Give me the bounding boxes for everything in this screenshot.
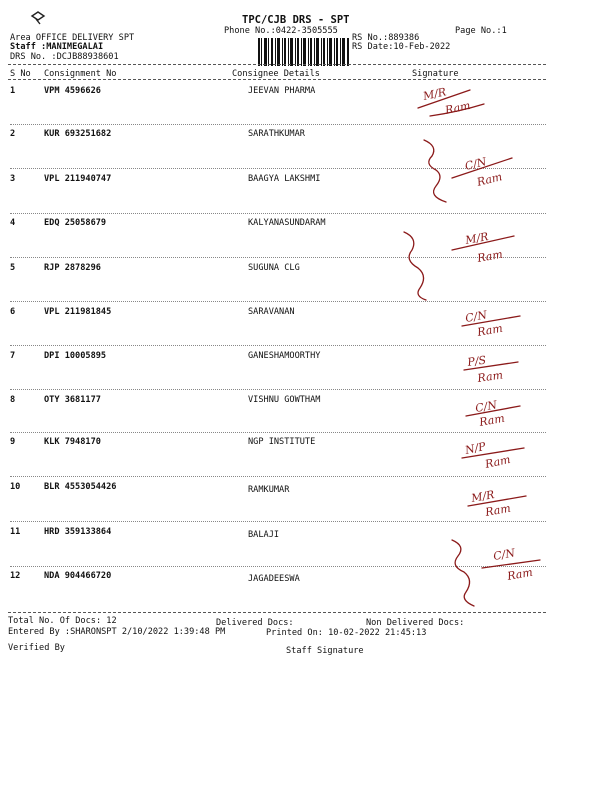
row-consignment: VPL 211940747	[44, 174, 112, 184]
sig-initials: Ram	[478, 411, 506, 429]
row-consignee: SARAVANAN	[248, 307, 295, 317]
document-title: TPC/CJB DRS - SPT	[242, 14, 350, 26]
row-divider	[10, 168, 546, 169]
header-rule-bottom	[8, 79, 546, 80]
row-consignee: GANESHAMOORTHY	[248, 351, 321, 361]
phone-number: Phone No.:0422-3505555	[224, 26, 338, 36]
rs-date: RS Date:10-Feb-2022	[352, 42, 451, 52]
row-consignment: VPM 4596626	[44, 86, 101, 96]
sig-initials: Ram	[484, 501, 512, 519]
col-signature-header: Signature	[412, 69, 459, 79]
row-consignment: NDA 904466720	[44, 571, 112, 581]
sig-note-3: C/N	[463, 155, 488, 173]
row-divider	[10, 389, 546, 390]
row-consignee: RAMKUMAR	[248, 485, 290, 495]
sig-note-4: M/R	[464, 230, 490, 247]
header-rule-top	[8, 64, 546, 65]
signature-underline	[452, 236, 514, 250]
signature-underline	[462, 316, 520, 326]
row-sno: 3	[10, 174, 16, 184]
sig-initials: Ram	[476, 247, 504, 265]
row-consignee: VISHNU GOWTHAM	[248, 395, 321, 405]
row-sno: 6	[10, 307, 16, 317]
signature-stroke	[452, 540, 474, 606]
entered-by: Entered By :SHARONSPT 2/10/2022 1:39:48 PM	[8, 627, 226, 637]
row-divider	[10, 566, 546, 567]
sig-initials: Ram	[476, 321, 504, 339]
table-rule-bottom	[8, 612, 546, 613]
row-divider	[10, 301, 546, 302]
total-docs: Total No. Of Docs: 12	[8, 616, 117, 626]
row-consignment: BLR 4553054426	[44, 482, 117, 492]
sig-note-6: C/N	[464, 308, 488, 325]
sig-note-12: C/N	[492, 546, 516, 563]
stamp-mark-icon	[30, 10, 46, 26]
row-consignee: SUGUNA CLG	[248, 263, 300, 273]
printed-on: Printed On: 10-02-2022 21:45:13	[266, 628, 427, 638]
sig-note-1: M/R	[421, 85, 448, 103]
row-sno: 10	[10, 482, 21, 492]
signature-underline	[468, 496, 526, 506]
row-consignee: KALYANASUNDARAM	[248, 218, 326, 228]
row-consignee: JAGADEESWA	[248, 574, 300, 584]
sig-note-8: C/N	[474, 398, 498, 415]
row-sno: 4	[10, 218, 16, 228]
row-consignee: SARATHKUMAR	[248, 129, 305, 139]
row-divider	[10, 213, 546, 214]
sig-initials: Ram	[476, 368, 504, 385]
sig-initials: Ram	[483, 452, 512, 471]
row-consignment: KUR 693251682	[44, 129, 112, 139]
row-sno: 5	[10, 263, 16, 273]
row-consignee: JEEVAN PHARMA	[248, 86, 316, 96]
signature-underline	[462, 448, 524, 458]
row-divider	[10, 124, 546, 125]
delivered-docs: Delivered Docs:	[216, 618, 294, 628]
non-delivered-docs: Non Delivered Docs:	[366, 618, 465, 628]
row-sno: 8	[10, 395, 16, 405]
col-consignee-header: Consignee Details	[232, 69, 320, 79]
signature-underline	[418, 90, 470, 108]
row-sno: 9	[10, 437, 16, 447]
row-sno: 7	[10, 351, 16, 361]
row-sno: 12	[10, 571, 21, 581]
row-divider	[10, 257, 546, 258]
rs-number: RS No.:889386	[352, 33, 420, 43]
col-consignment-header: Consignment No	[44, 69, 117, 79]
sig-note-9: N/P	[463, 439, 487, 457]
row-sno: 1	[10, 86, 16, 96]
sig-initials: Ram	[475, 170, 504, 189]
row-consignee: BAAGYA LAKSHMI	[248, 174, 321, 184]
row-sno: 11	[10, 527, 21, 537]
row-divider	[10, 521, 546, 522]
row-divider	[10, 476, 546, 477]
row-consignment: EDQ 25058679	[44, 218, 107, 228]
signature-stroke	[430, 104, 484, 116]
staff-signature-label: Staff Signature	[286, 646, 364, 656]
row-consignment: RJP 2878296	[44, 263, 101, 273]
signature-stroke	[404, 232, 426, 300]
row-consignment: OTY 3681177	[44, 395, 101, 405]
row-consignment: HRD 359133864	[44, 527, 112, 537]
signature-stroke	[424, 140, 446, 202]
row-consignee: BALAJI	[248, 530, 280, 540]
sig-initials: Ram	[506, 565, 534, 583]
signature-underline	[466, 406, 520, 416]
sig-initials: Ram	[443, 98, 472, 117]
barcode	[258, 38, 350, 66]
area-label: Area OFFICE DELIVERY SPT	[10, 33, 135, 43]
row-divider	[10, 345, 546, 346]
col-sno-header: S No	[10, 69, 31, 79]
row-divider	[10, 432, 546, 433]
row-sno: 2	[10, 129, 16, 139]
row-consignment: DPI 10005895	[44, 351, 107, 361]
staff-label: Staff :MANIMEGALAI	[10, 42, 104, 52]
verified-by: Verified By	[8, 643, 65, 653]
page-number: Page No.:1	[455, 26, 507, 36]
sig-note-7: P/S	[466, 353, 487, 369]
signature-underline	[464, 362, 518, 370]
drs-number: DRS No. :DCJB88938601	[10, 52, 119, 62]
row-consignment: KLK 7948170	[44, 437, 101, 447]
row-consignee: NGP INSTITUTE	[248, 437, 316, 447]
row-consignment: VPL 211981845	[44, 307, 112, 317]
sig-note-10: M/R	[470, 488, 496, 505]
